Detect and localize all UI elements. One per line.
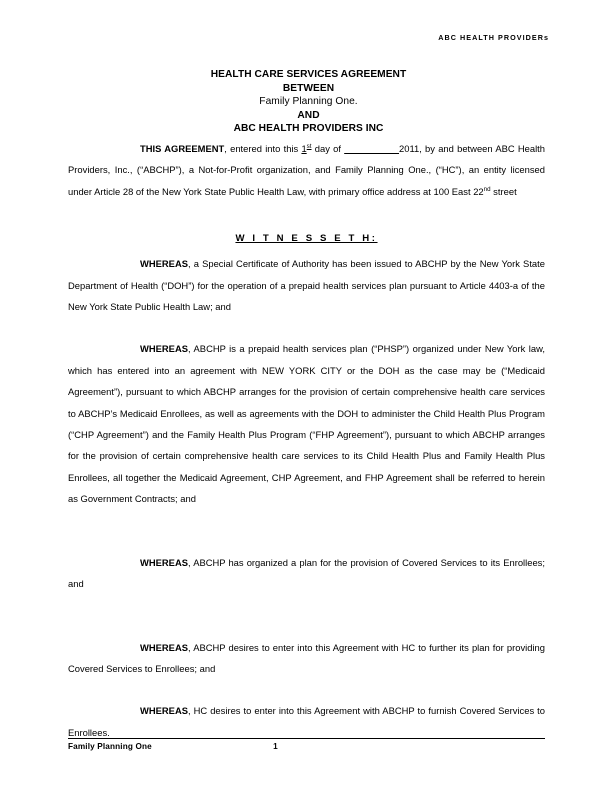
recital-paragraph-2 [68,338,545,509]
preamble-paragraph [68,138,545,202]
title-line-3: Family Planning One. [259,96,358,108]
spacer-3 [68,595,545,637]
footer-page-number: 1 [273,742,278,751]
running-header: ABC HEALTH PROVIDERs [438,33,549,42]
title-line-4: AND [297,109,320,121]
recital-text-3: , ABCHP has organized a plan for the provision of Covered Services to its Enrollees; and [68,556,545,590]
preamble-text-after-day: day of [311,143,345,154]
recital-lead-5: WHEREAS [140,705,188,717]
preamble-day-number: 1 [301,143,307,154]
title-block [68,68,549,136]
recital-text-5: , HC desires to enter into this Agreement with ABCHP to furnish Covered Services to Enrollees. [68,705,545,738]
spacer-1 [68,317,545,338]
preamble-day-ordinal: st [306,142,312,150]
footer-entity-label: Family Planning One [68,742,152,751]
spacer-4 [68,679,545,700]
preamble-text-rest: , by and between ABC Health Providers, Inc., (“ABCHP”), a Not-for-Profit organization, and Family Planning One., (“HC”), an entity licensed under Article 28 of the New York State Public Health Law, with primary office address at 100 East [68,143,546,197]
preamble-year: 2011 [399,143,420,154]
recital-lead-1: WHEREAS [140,258,188,270]
address-number: 22 [473,185,484,197]
recital-paragraph-1 [68,253,545,317]
recital-paragraph-5 [68,700,545,743]
recital-lead-2: WHEREAS [140,343,188,355]
witnesseth-heading: W I T N E S S E T H: [235,233,378,244]
recital-text-2: , ABCHP is a prepaid health services plan (“PHSP”) organized under New York law, which has entered into an agreement with NEW YORK CITY or the DOH as the case may be (“Medicaid Agreement”), pursuant to which ABCHP arranges for the provision of certain comprehensive health care services to ABCHP’s Medicaid Enrollees, as well as agreements with the DOH to administer the Child Health Plus Program (“CHP Agreement”) and the Family Health Plus Program (“FHP Agreement”), pursuant to which ABCHP arranges for the provision of certain comprehensive health care services to its Child Health Plus and Family Health Plus Enrollees, all together the Medicaid Agreement, CHP Agreement, and FHP Agreement shall be referred to herein as Government Contracts; and [68,343,545,505]
title-line-5: ABC HEALTH PROVIDERS INC [233,123,384,135]
address-rest: street [490,185,517,197]
witnesseth-row [68,228,545,246]
date-blank-field[interactable] [344,143,399,154]
footer-row [68,742,545,756]
recital-paragraph-4 [68,637,545,680]
title-line-1: HEALTH CARE SERVICES AGREEMENT [210,69,407,80]
footer-divider [68,738,545,739]
spacer-2 [68,510,545,552]
recital-text-4: , ABCHP desires to enter into this Agreement with HC to further its plan for providing Covered Services to Enrollees; and [68,641,545,674]
preamble-lead: THIS AGREEMENT [140,143,225,154]
recital-lead-4: WHEREAS [140,641,188,653]
page-footer [68,738,545,756]
preamble-text-before-day: , entered into this [224,143,302,154]
address-ordinal: nd [483,185,491,193]
recital-paragraph-3 [68,552,545,595]
title-line-2: BETWEEN [282,82,335,94]
recital-text-1: , a Special Certificate of Authority has been issued to ABCHP by the New York State Department of Health (“DOH”) for the operation of a prepaid health services plan pursuant to Article 4403-a of the New York State Public Health Law; and [68,258,545,313]
recital-lead-3: WHEREAS [140,556,188,568]
